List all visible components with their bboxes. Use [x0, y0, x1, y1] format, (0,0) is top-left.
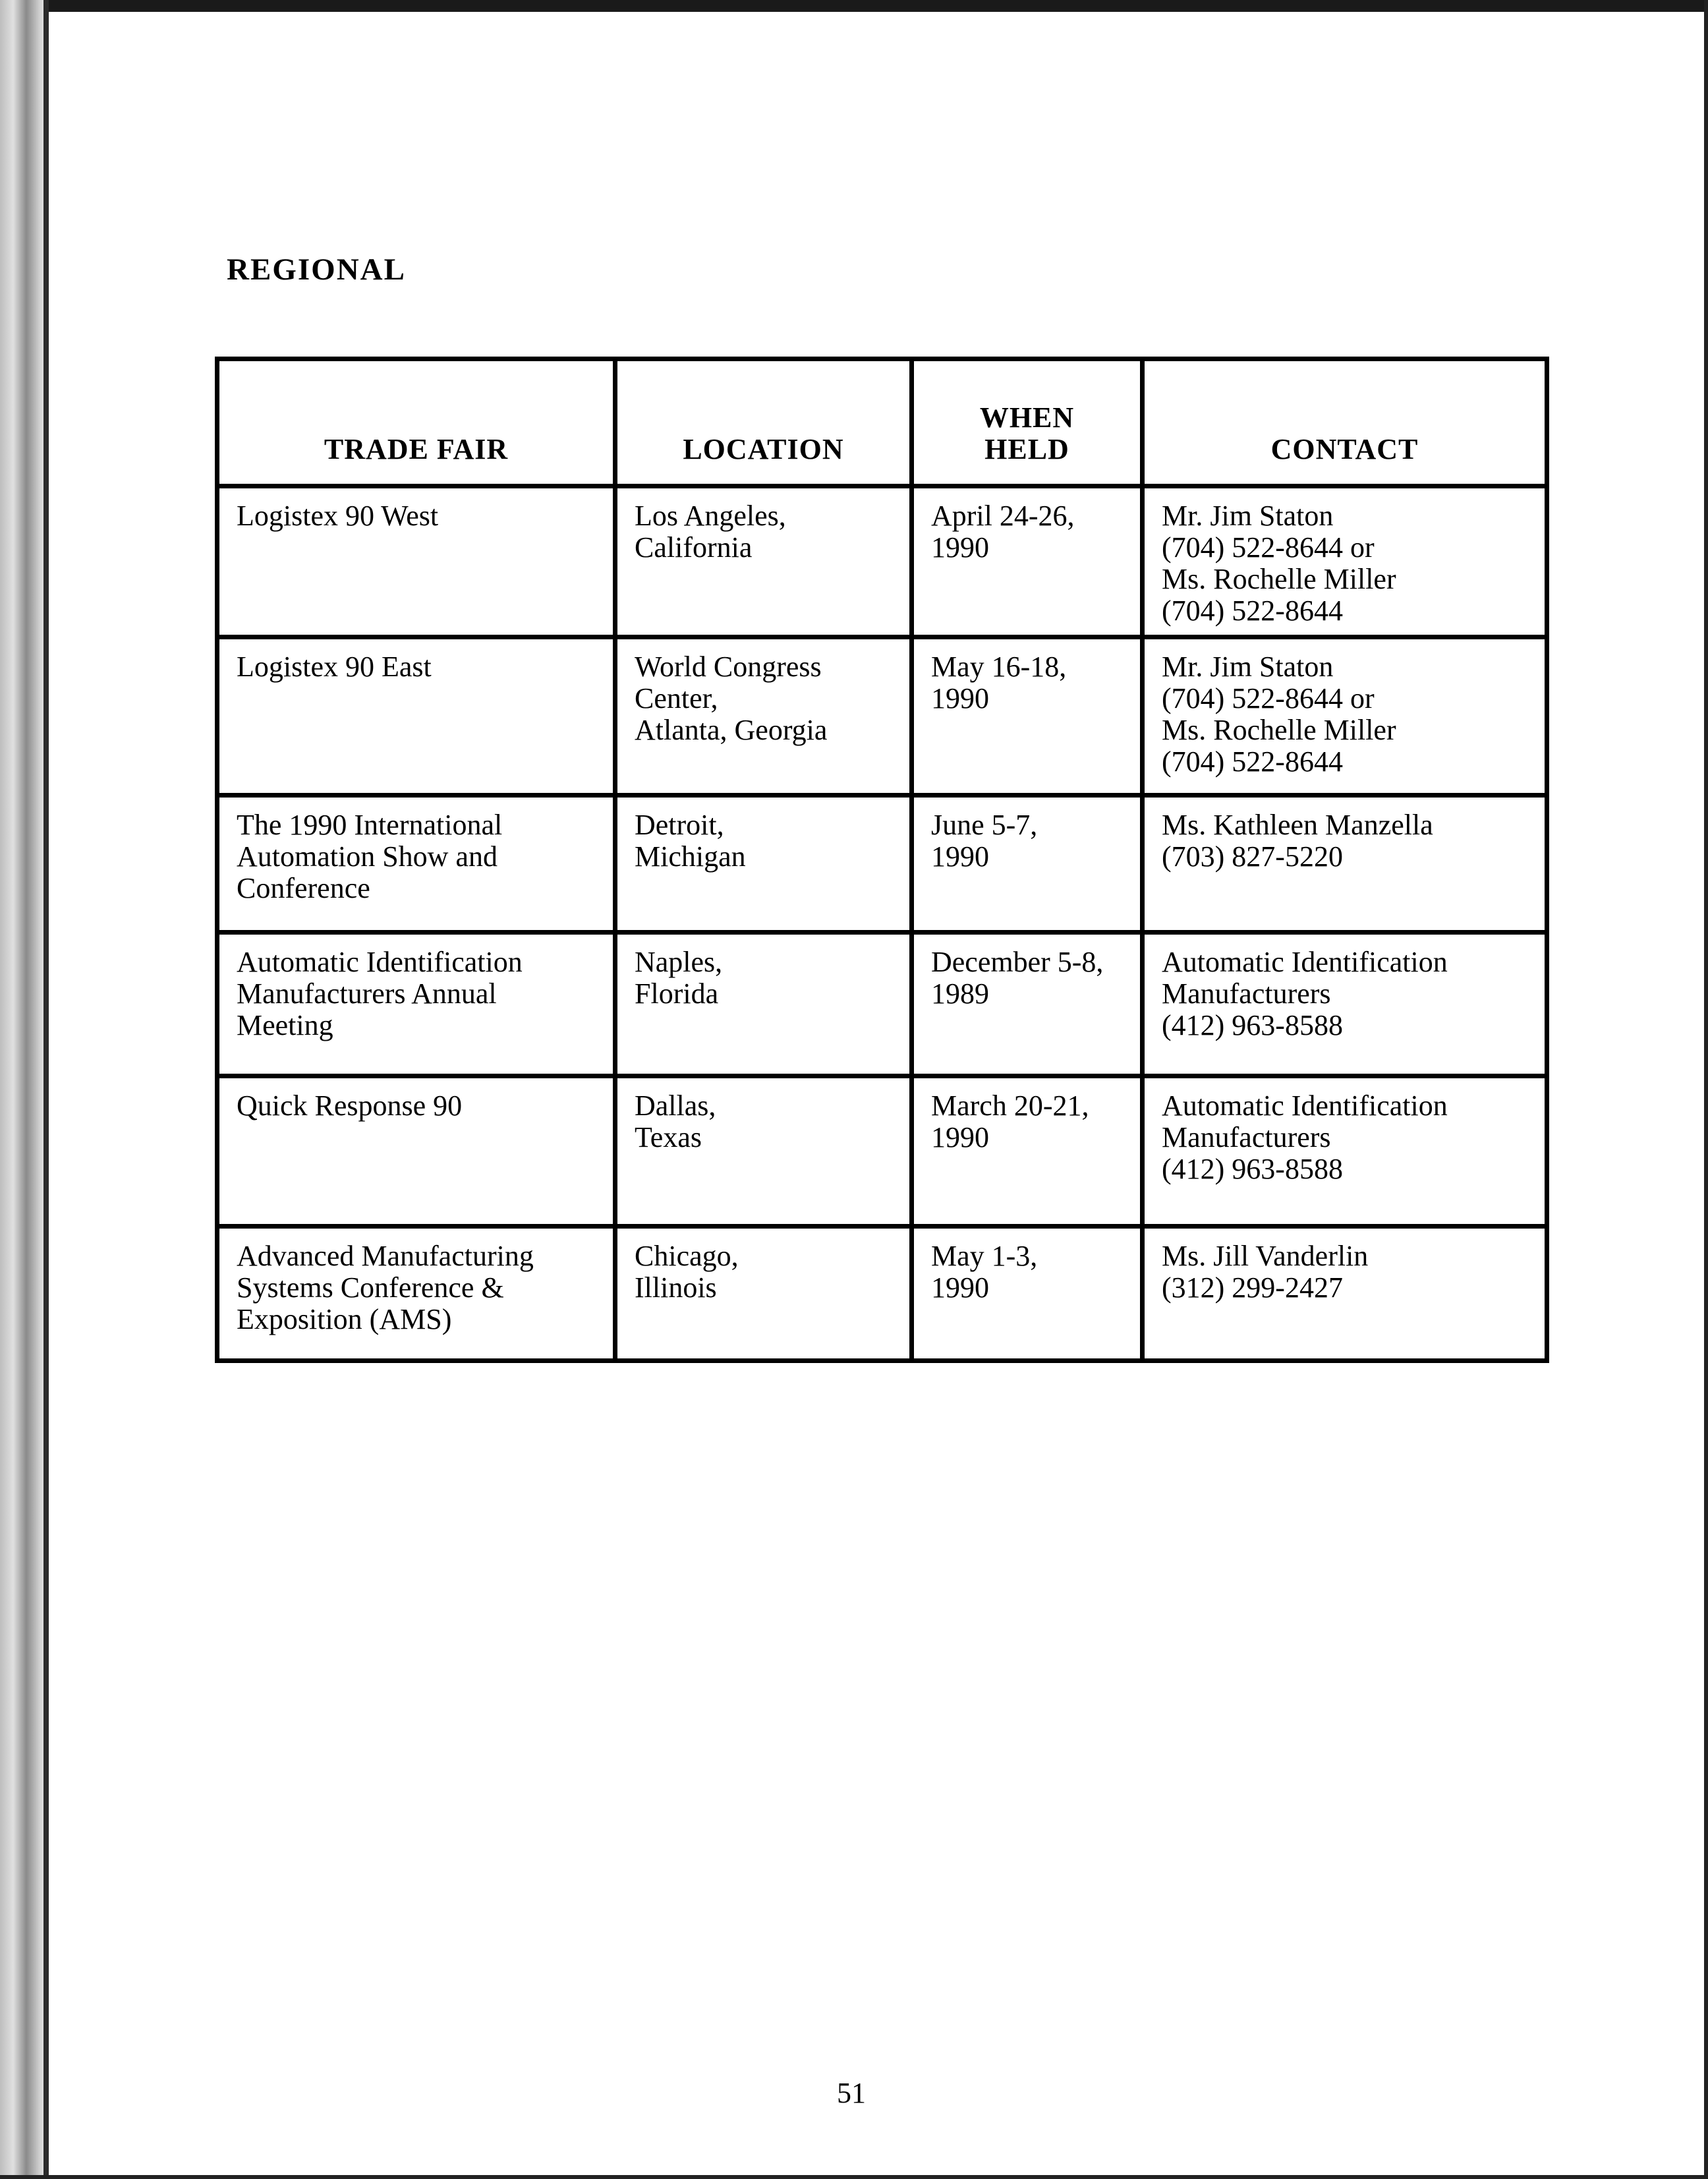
table-row [217, 1227, 1547, 1361]
cell-when-held: April 24-26, 1990 [912, 486, 1143, 637]
cell-trade-fair: Logistex 90 West [217, 486, 615, 637]
cell-when-held: May 1-3, 1990 [912, 1227, 1143, 1361]
cell-trade-fair: The 1990 International Automation Show and Conference [217, 796, 615, 933]
cell-trade-fair: Logistex 90 East [217, 637, 615, 796]
header-contact: CONTACT [1143, 359, 1547, 486]
table-row [217, 933, 1547, 1076]
cell-contact: Mr. Jim Staton (704) 522-8644 or Ms. Rochelle Miller (704) 522-8644 [1143, 486, 1547, 637]
cell-when-held: December 5-8, 1989 [912, 933, 1143, 1076]
cell-location: World Congress Center, Atlanta, Georgia [615, 637, 912, 796]
table-row [217, 637, 1547, 796]
cell-contact: Automatic Identification Manufacturers (412) 963-8588 [1143, 1076, 1547, 1227]
table-row [217, 486, 1547, 637]
header-location: LOCATION [615, 359, 912, 486]
cell-location: Los Angeles, California [615, 486, 912, 637]
table-header-row [217, 359, 1547, 486]
scan-binding-edge [0, 0, 49, 2179]
cell-when-held: June 5-7, 1990 [912, 796, 1143, 933]
cell-trade-fair: Automatic Identification Manufacturers Annual Meeting [217, 933, 615, 1076]
header-when-held: WHEN HELD [912, 359, 1143, 486]
cell-contact: Ms. Jill Vanderlin (312) 299-2427 [1143, 1227, 1547, 1361]
cell-when-held: March 20-21, 1990 [912, 1076, 1143, 1227]
cell-trade-fair: Quick Response 90 [217, 1076, 615, 1227]
scan-edge-bottom [0, 2175, 1708, 2179]
cell-location: Chicago, Illinois [615, 1227, 912, 1361]
cell-location: Naples, Florida [615, 933, 912, 1076]
cell-contact: Ms. Kathleen Manzella (703) 827-5220 [1143, 796, 1547, 933]
table-row [217, 1076, 1547, 1227]
cell-trade-fair: Advanced Manufacturing Systems Conference & Exposition (AMS) [217, 1227, 615, 1361]
scan-edge-right [1704, 0, 1708, 2179]
cell-location: Detroit, Michigan [615, 796, 912, 933]
cell-contact: Automatic Identification Manufacturers (412) 963-8588 [1143, 933, 1547, 1076]
scan-edge-top [0, 0, 1708, 12]
header-trade-fair: TRADE FAIR [217, 359, 615, 486]
page-number: 51 [837, 2077, 866, 2109]
table-row [217, 796, 1547, 933]
cell-contact: Mr. Jim Staton (704) 522-8644 or Ms. Rochelle Miller (704) 522-8644 [1143, 637, 1547, 796]
section-title: REGIONAL [227, 252, 406, 287]
cell-location: Dallas, Texas [615, 1076, 912, 1227]
cell-when-held: May 16-18, 1990 [912, 637, 1143, 796]
trade-fair-table [215, 357, 1549, 1363]
